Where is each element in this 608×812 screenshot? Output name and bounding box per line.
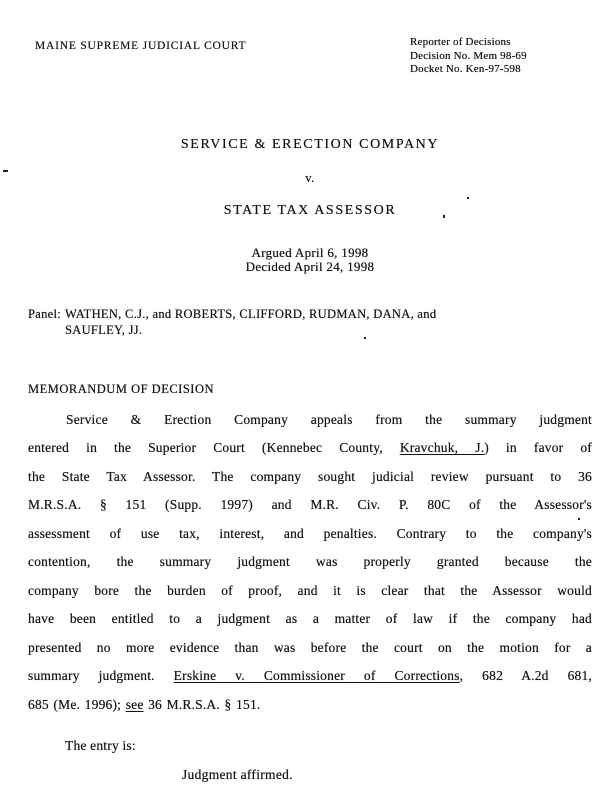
panel-judges: [65, 306, 592, 338]
paragraph-line: [28, 662, 592, 691]
scan-artifact: [3, 170, 8, 172]
paragraph-line: [28, 491, 592, 520]
versus-label: v.: [305, 170, 315, 185]
paragraph-line: [28, 605, 592, 634]
scan-artifact: [364, 337, 366, 339]
paragraph-line: [28, 463, 592, 492]
paragraph-line: [28, 520, 592, 549]
scan-artifact: [443, 215, 445, 218]
reporter-of-decisions: Reporter of Decisions: [410, 36, 511, 48]
underlined-citation: Kravchuk, J.: [399, 440, 485, 455]
document-header: [28, 36, 592, 77]
scan-artifact: [578, 518, 580, 520]
panel-judges-line-2: SAUFLEY, JJ.: [65, 322, 143, 337]
argued-date: Argued April 6, 1998: [251, 244, 369, 260]
paragraph-text: M.R.S.A. § 151 (Supp. 1997) and M.R. Civ. P. 80C of the Assessor's: [28, 497, 592, 512]
paragraph-line: [28, 434, 592, 463]
paragraph-line: [28, 634, 592, 663]
paragraph-text: Service & Erection Company appeals from the summary judgment: [66, 411, 592, 427]
memorandum-section: [28, 382, 592, 786]
panel-judges-line-1: WATHEN, C.J., and ROBERTS, CLIFFORD, RUDMAN, DANA, and: [65, 306, 437, 321]
paragraph-text: company bore the burden of proof, and it is clear that the Assessor would: [28, 582, 592, 598]
reporter-block: [410, 36, 592, 77]
memorandum-paragraph: [28, 406, 592, 720]
underlined-citation: Erskine v. Commissioner of Corrections: [173, 668, 460, 683]
panel-label: Panel:: [28, 306, 62, 321]
paragraph-line: [28, 548, 592, 577]
paragraph-line: [28, 577, 592, 606]
underlined-citation: see: [125, 696, 144, 712]
entry-judgment: Judgment affirmed.: [182, 767, 293, 782]
paragraph-text: contention, the summary judgment was properly granted because the: [28, 554, 592, 569]
paragraph-line: [28, 406, 592, 435]
panel-block: [28, 306, 592, 338]
paragraph-text: 685 (Me. 1996);: [28, 696, 126, 712]
plaintiff-name: SERVICE & ERECTION COMPANY: [180, 136, 440, 152]
court-name: MAINE SUPREME JUDICIAL COURT: [35, 40, 247, 52]
paragraph-text: ) in favor of: [484, 440, 592, 455]
entry-intro: The entry is:: [65, 738, 136, 753]
paragraph-text: entered in the Superior Court (Kennebec County,: [28, 440, 400, 455]
paragraph-text: presented no more evidence than was before the court on the motion for a: [28, 639, 592, 655]
paragraph-text: , 682 A.2d 681,: [459, 668, 592, 683]
docket-number: Docket No. Ken-97-598: [410, 63, 521, 75]
paragraph-text: the State Tax Assessor. The company sought judicial review pursuant to 36: [28, 468, 592, 484]
memorandum-heading: MEMORANDUM OF DECISION: [28, 381, 215, 396]
scan-artifact: [467, 197, 469, 199]
paragraph-text: have been entitled to a judgment as a matter of law if the company had: [28, 611, 592, 626]
paragraph-text: summary judgment.: [28, 668, 174, 683]
paragraph-text: assessment of use tax, interest, and penalties. Contrary to the company's: [28, 525, 592, 541]
paragraph-line: [28, 691, 592, 720]
decided-date: Decided April 24, 1998: [245, 259, 375, 274]
defendant-name: STATE TAX ASSESSOR: [223, 202, 397, 218]
case-caption: [28, 137, 592, 219]
paragraph-text: 36 M.R.S.A. § 151.: [143, 696, 261, 712]
decision-number: Decision No. Mem 98-69: [410, 49, 527, 62]
argument-dates: [28, 246, 592, 275]
